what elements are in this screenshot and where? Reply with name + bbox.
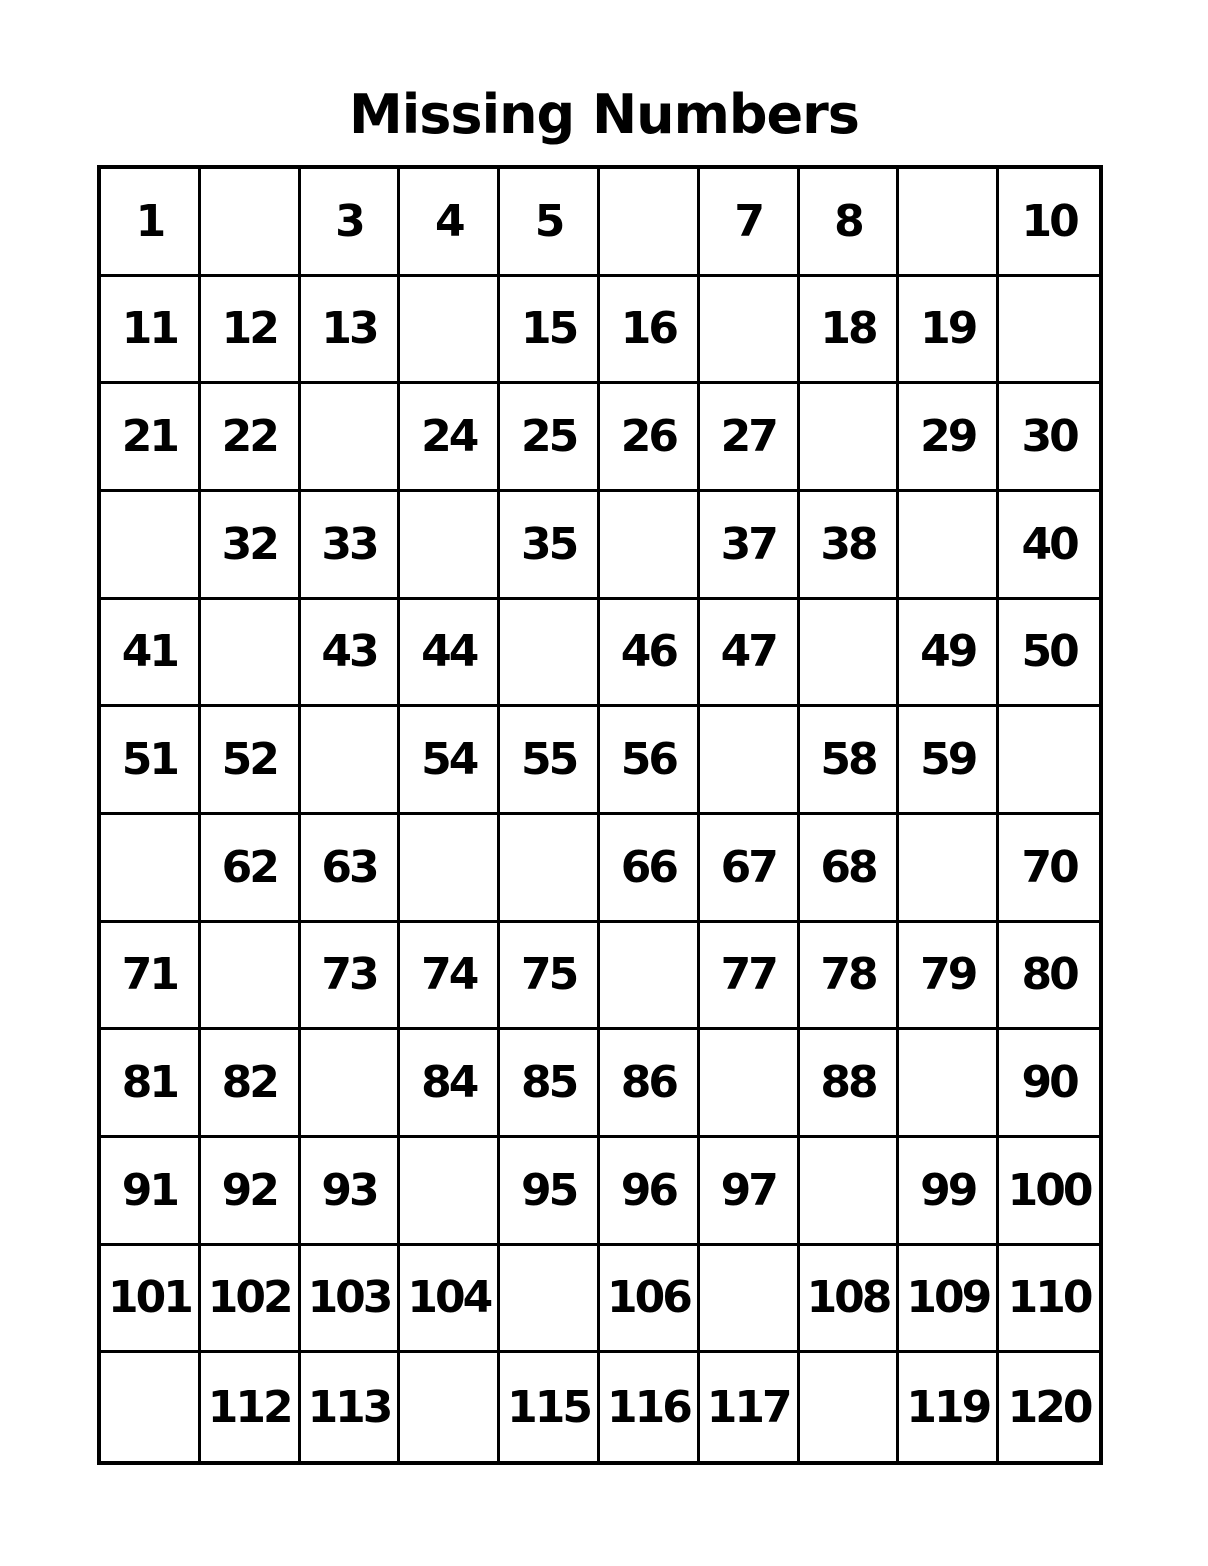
blank-number-cell[interactable] <box>800 600 900 708</box>
blank-number-cell[interactable] <box>899 492 999 600</box>
number-cell: 18 <box>800 277 900 385</box>
number-grid <box>97 165 1103 1465</box>
blank-number-cell[interactable] <box>600 492 700 600</box>
blank-number-cell[interactable] <box>101 492 201 600</box>
number-cell: 106 <box>600 1246 700 1354</box>
number-cell: 95 <box>500 1138 600 1246</box>
blank-number-cell[interactable] <box>700 277 800 385</box>
blank-number-cell[interactable] <box>400 1138 500 1246</box>
blank-number-cell[interactable] <box>301 1030 401 1138</box>
number-cell: 21 <box>101 384 201 492</box>
number-cell: 26 <box>600 384 700 492</box>
blank-number-cell[interactable] <box>800 1138 900 1246</box>
number-cell: 10 <box>999 169 1099 277</box>
number-cell: 63 <box>301 815 401 923</box>
blank-number-cell[interactable] <box>899 1030 999 1138</box>
blank-number-cell[interactable] <box>201 600 301 708</box>
number-cell: 33 <box>301 492 401 600</box>
blank-number-cell[interactable] <box>800 384 900 492</box>
number-cell: 55 <box>500 707 600 815</box>
number-cell: 24 <box>400 384 500 492</box>
number-cell: 67 <box>700 815 800 923</box>
number-cell: 27 <box>700 384 800 492</box>
number-cell: 100 <box>999 1138 1099 1246</box>
number-cell: 38 <box>800 492 900 600</box>
number-cell: 97 <box>700 1138 800 1246</box>
number-cell: 32 <box>201 492 301 600</box>
number-cell: 3 <box>301 169 401 277</box>
number-cell: 120 <box>1007 1381 1091 1433</box>
number-cell: 102 <box>201 1246 301 1354</box>
number-cell: 116 <box>600 1353 700 1461</box>
number-cell: 110 <box>999 1246 1099 1354</box>
number-cell: 117 <box>700 1353 800 1461</box>
number-cell: 104 <box>400 1246 500 1354</box>
number-cell: 51 <box>101 707 201 815</box>
number-cell: 19 <box>899 277 999 385</box>
blank-number-cell[interactable] <box>400 277 500 385</box>
blank-number-cell[interactable] <box>201 923 301 1031</box>
number-cell: 49 <box>899 600 999 708</box>
number-cell: 8 <box>800 169 900 277</box>
blank-number-cell[interactable] <box>500 1246 600 1354</box>
blank-number-cell[interactable] <box>899 815 999 923</box>
number-cell: 93 <box>301 1138 401 1246</box>
number-cell: 41 <box>101 600 201 708</box>
number-cell: 62 <box>201 815 301 923</box>
number-cell: 50 <box>999 600 1099 708</box>
number-cell: 113 <box>301 1353 401 1461</box>
number-cell: 85 <box>500 1030 600 1138</box>
number-cell: 96 <box>600 1138 700 1246</box>
number-cell: 70 <box>999 815 1099 923</box>
number-cell: 5 <box>500 169 600 277</box>
blank-number-cell[interactable] <box>500 600 600 708</box>
number-cell: 43 <box>301 600 401 708</box>
number-cell: 29 <box>899 384 999 492</box>
number-cell: 37 <box>700 492 800 600</box>
number-cell: 77 <box>700 923 800 1031</box>
number-cell: 66 <box>600 815 700 923</box>
number-cell: 73 <box>301 923 401 1031</box>
number-cell: 99 <box>899 1138 999 1246</box>
blank-number-cell[interactable] <box>600 169 700 277</box>
number-cell: 79 <box>899 923 999 1031</box>
number-cell: 1 <box>101 169 201 277</box>
number-cell: 84 <box>400 1030 500 1138</box>
number-cell: 4 <box>400 169 500 277</box>
blank-number-cell[interactable] <box>700 707 800 815</box>
number-cell: 16 <box>600 277 700 385</box>
number-cell: 47 <box>700 600 800 708</box>
number-cell: 68 <box>800 815 900 923</box>
number-cell: 112 <box>201 1353 301 1461</box>
number-cell: 71 <box>101 923 201 1031</box>
blank-number-cell[interactable] <box>400 815 500 923</box>
number-cell: 54 <box>400 707 500 815</box>
number-cell: 25 <box>500 384 600 492</box>
number-cell: 86 <box>600 1030 700 1138</box>
blank-number-cell[interactable] <box>400 1353 500 1461</box>
number-cell: 58 <box>800 707 900 815</box>
number-cell: 78 <box>800 923 900 1031</box>
number-cell: 80 <box>999 923 1099 1031</box>
number-cell: 15 <box>500 277 600 385</box>
number-cell: 56 <box>600 707 700 815</box>
blank-number-cell[interactable] <box>301 707 401 815</box>
blank-number-cell[interactable] <box>700 1246 800 1354</box>
number-cell: 90 <box>999 1030 1099 1138</box>
number-cell: 52 <box>201 707 301 815</box>
number-cell: 108 <box>800 1246 900 1354</box>
number-cell: 11 <box>101 277 201 385</box>
number-cell: 81 <box>101 1030 201 1138</box>
number-cell: 119 <box>899 1353 999 1461</box>
blank-number-cell[interactable] <box>600 923 700 1031</box>
blank-number-cell[interactable] <box>500 815 600 923</box>
blank-number-cell[interactable] <box>999 277 1099 385</box>
blank-number-cell[interactable] <box>301 384 401 492</box>
number-cell: 101 <box>101 1246 201 1354</box>
number-cell: 59 <box>899 707 999 815</box>
number-cell: 35 <box>500 492 600 600</box>
number-cell: 115 <box>500 1353 600 1461</box>
blank-number-cell[interactable] <box>400 492 500 600</box>
blank-number-cell[interactable] <box>101 1353 201 1461</box>
blank-number-cell[interactable] <box>800 1353 900 1461</box>
number-cell: 44 <box>400 600 500 708</box>
number-cell: 12 <box>201 277 301 385</box>
number-cell: 7 <box>700 169 800 277</box>
number-cell: 74 <box>400 923 500 1031</box>
blank-number-cell[interactable] <box>999 707 1099 815</box>
blank-number-cell[interactable] <box>899 169 999 277</box>
number-cell: 88 <box>800 1030 900 1138</box>
number-cell: 82 <box>201 1030 301 1138</box>
number-cell: 22 <box>201 384 301 492</box>
number-cell: 91 <box>101 1138 201 1246</box>
page-title: Missing Numbers <box>349 83 859 146</box>
number-cell: 103 <box>301 1246 401 1354</box>
number-cell: 30 <box>999 384 1099 492</box>
blank-number-cell[interactable] <box>101 815 201 923</box>
number-cell: 92 <box>201 1138 301 1246</box>
blank-number-cell[interactable] <box>700 1030 800 1138</box>
number-cell: 46 <box>600 600 700 708</box>
number-cell: 40 <box>999 492 1099 600</box>
number-cell: 75 <box>500 923 600 1031</box>
blank-number-cell[interactable] <box>201 169 301 277</box>
number-cell: 109 <box>899 1246 999 1354</box>
number-cell: 13 <box>301 277 401 385</box>
